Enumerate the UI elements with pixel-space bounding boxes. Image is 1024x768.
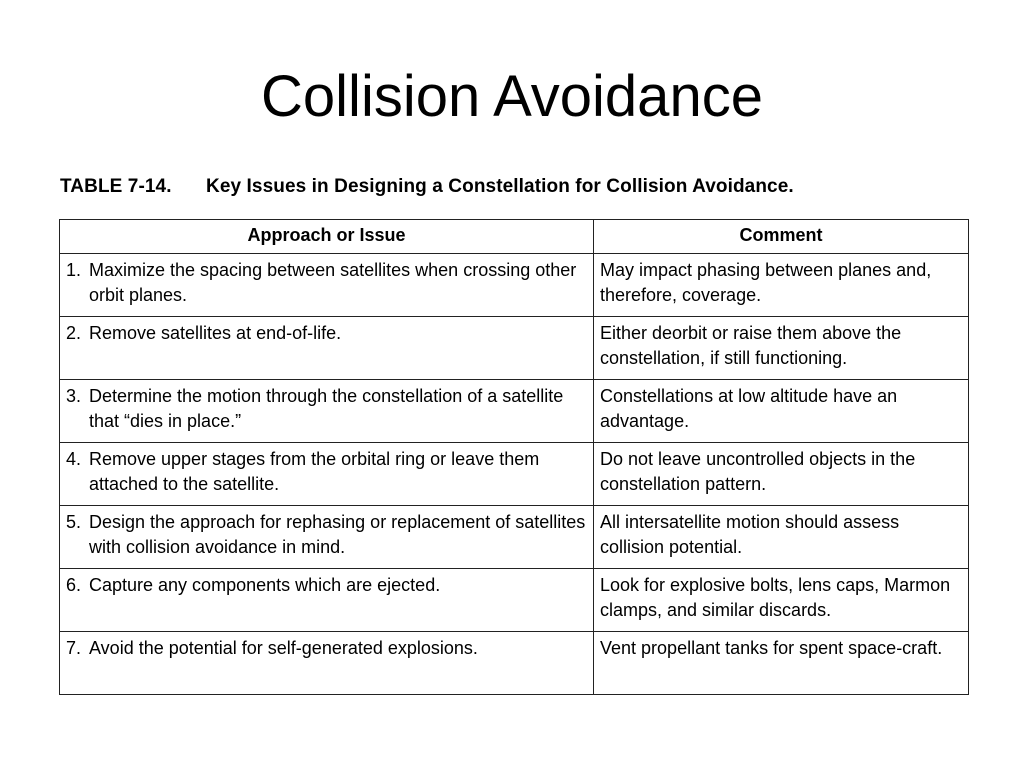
row-number: 7.	[66, 638, 82, 658]
issue-text: Capture any components which are ejected.	[89, 575, 441, 595]
table-row	[60, 443, 969, 506]
table-header-row	[60, 220, 969, 254]
row-number: 3.	[66, 386, 82, 406]
header-approach-or-issue: Approach or Issue	[60, 220, 594, 254]
issue-cell	[60, 569, 594, 632]
issue-cell	[60, 506, 594, 569]
issue-text: Determine the motion through the constellation of a satellite that “dies in place.”	[89, 386, 564, 431]
issue-text: Design the approach for rephasing or replacement of satellites with collision avoidance in mind.	[89, 512, 586, 557]
issue-cell	[60, 632, 594, 695]
comment-cell: Either deorbit or raise them above the constellation, if still functioning.	[594, 317, 969, 380]
issue-cell	[60, 443, 594, 506]
table-row	[60, 506, 969, 569]
comment-cell: All intersatellite motion should assess collision potential.	[594, 506, 969, 569]
table-caption-title: Key Issues in Designing a Constellation for Collision Avoidance.	[206, 176, 794, 197]
issue-cell	[60, 317, 594, 380]
issue-cell	[60, 254, 594, 317]
issue-cell	[60, 380, 594, 443]
comment-cell: May impact phasing between planes and, therefore, coverage.	[594, 254, 969, 317]
table-row	[60, 569, 969, 632]
table-row	[60, 317, 969, 380]
issue-text: Avoid the potential for self-generated explosions.	[89, 638, 478, 658]
comment-cell: Do not leave uncontrolled objects in the constellation pattern.	[594, 443, 969, 506]
issue-text: Remove upper stages from the orbital ring or leave them attached to the satellite.	[89, 449, 540, 494]
issue-text: Maximize the spacing between satellites when crossing other orbit planes.	[89, 260, 577, 305]
table-caption	[60, 176, 794, 198]
row-number: 2.	[66, 323, 82, 343]
slide-title: Collision Avoidance	[261, 64, 763, 129]
comment-cell: Look for explosive bolts, lens caps, Marmon clamps, and similar discards.	[594, 569, 969, 632]
row-number: 5.	[66, 512, 82, 532]
comment-cell: Vent propellant tanks for spent space-craft.	[594, 632, 969, 695]
table-row	[60, 254, 969, 317]
issue-text: Remove satellites at end-of-life.	[89, 323, 342, 343]
table-row	[60, 632, 969, 695]
row-number: 1.	[66, 260, 82, 280]
row-number: 6.	[66, 575, 82, 595]
table-caption-number: TABLE 7-14.	[60, 176, 172, 197]
row-number: 4.	[66, 449, 82, 469]
collision-avoidance-table	[59, 219, 969, 695]
table-row	[60, 380, 969, 443]
header-comment: Comment	[594, 220, 969, 254]
comment-cell: Constellations at low altitude have an advantage.	[594, 380, 969, 443]
